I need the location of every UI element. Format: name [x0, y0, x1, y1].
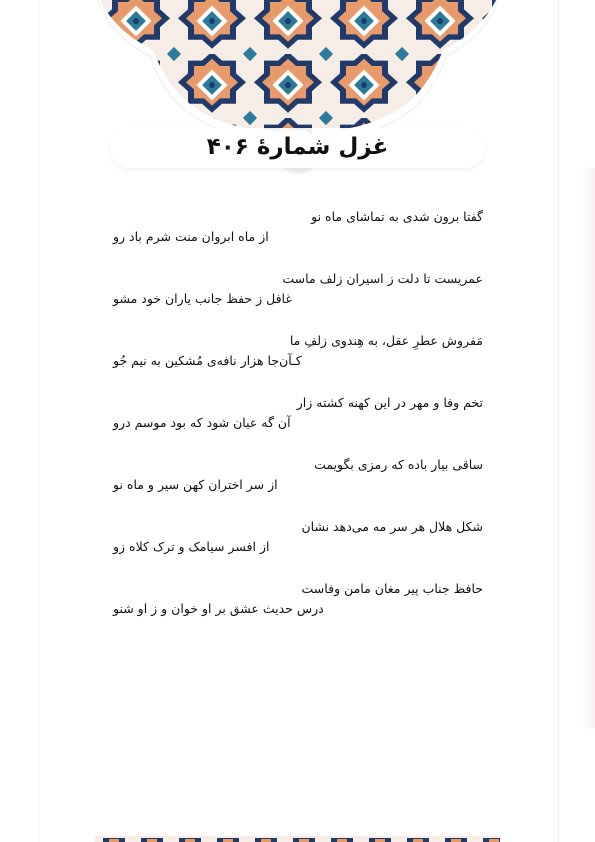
hemistich-first: حافظ جناب پیر مغان مامن وفاست	[301, 581, 483, 596]
beyt-1	[113, 205, 483, 267]
side-tab-decoration	[581, 168, 595, 728]
hemistich-first: شکل هلال هر سر مه می‌دهد نشان	[301, 519, 483, 534]
hemistich-second: از ماه ابروان منت شرم باد رو	[113, 229, 269, 244]
beyt-7	[113, 577, 483, 639]
hemistich-second: کـآن‌جا هزار نافه‌ی مُشکین به نیم جُو	[113, 353, 302, 368]
hemistich-first: عمریست تا دلت ز اسیران زلف ماست	[282, 271, 483, 286]
beyt-4	[113, 391, 483, 453]
hemistich-first: مَفروش عطرِ عقل، به هِندوی زلفِ ما	[289, 333, 483, 348]
hemistich-second: آن گه عیان شود که بود موسم درو	[113, 415, 291, 430]
footer-ornament-strip	[95, 836, 500, 842]
poem-body	[113, 205, 483, 639]
hemistich-first: ساقی بیار باده که رمزی بگویمت	[314, 457, 483, 472]
hemistich-second: غافل ز حفظ جانب یاران خود مشو	[113, 291, 292, 306]
beyt-5	[113, 453, 483, 515]
hemistich-first: گفتا برون شدی به تماشای ماه نو	[311, 209, 483, 224]
beyt-6	[113, 515, 483, 577]
hemistich-first: تخم وفا و مهر در این کهنه کشته زار	[296, 395, 483, 410]
beyt-2	[113, 267, 483, 329]
hemistich-second: از سر اختران کهن سیر و ماه نو	[113, 477, 278, 492]
beyt-3	[113, 329, 483, 391]
hemistich-second: درس حدیث عشق بر او خوان و ز او شنو	[113, 601, 324, 616]
hemistich-second: از افسر سیامک و ترک کلاه زو	[113, 539, 270, 554]
poem-title: غزل شمارهٔ ۴۰۶	[206, 134, 389, 160]
